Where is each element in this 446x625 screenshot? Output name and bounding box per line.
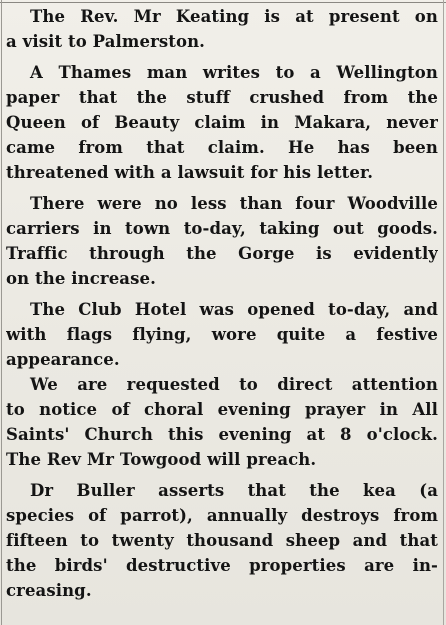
paragraph-keating <box>6 4 438 54</box>
text-line: Traffic through the Gorge is evidently <box>6 244 438 263</box>
column-left-rule <box>1 0 2 625</box>
text-line: Dr Buller asserts that the kea (a <box>30 481 438 500</box>
text-line: on the increase. <box>6 269 156 288</box>
text-line: Saints' Church this evening at 8 o'clock. <box>6 425 438 444</box>
text-line: with flags flying, wore quite a festive <box>6 325 438 344</box>
paragraph-woodville-carriers <box>6 191 438 291</box>
text-line: came from that claim. He has been <box>6 138 438 157</box>
text-line: carriers in town to-day, taking out goods. <box>6 219 438 238</box>
text-line: The Club Hotel was opened to-day, and <box>30 300 438 319</box>
text-line: fifteen to twenty thousand sheep and that <box>6 531 438 550</box>
paragraph-club-hotel <box>6 297 438 372</box>
paragraph-choral-prayer <box>6 372 438 472</box>
column-top-rule <box>0 2 446 3</box>
text-line: A Thames man writes to a Wellington <box>30 63 438 82</box>
text-line: to notice of choral evening prayer in All <box>6 400 438 419</box>
text-line: creasing. <box>6 581 92 600</box>
paragraph-buller-kea <box>6 478 438 603</box>
text-line: the birds' destructive properties are in- <box>6 556 438 575</box>
text-line: threatened with a lawsuit for his letter. <box>6 163 374 182</box>
text-line: There were no less than four Woodville <box>30 194 438 213</box>
news-column <box>6 4 438 603</box>
text-line: a visit to Palmerston. <box>6 32 206 51</box>
text-line: species of parrot), annually destroys from <box>6 506 438 525</box>
column-right-rule <box>443 0 444 625</box>
text-line: The Rev. Mr Keating is at present on <box>30 7 438 26</box>
text-line: The Rev Mr Towgood will preach. <box>6 450 317 469</box>
paragraph-thames-man <box>6 60 438 185</box>
text-line: paper that the stuff crushed from the <box>6 88 438 107</box>
text-line: Queen of Beauty claim in Makara, never <box>6 113 438 132</box>
text-line: appearance. <box>6 350 120 369</box>
text-line: We are requested to direct attention <box>30 375 438 394</box>
